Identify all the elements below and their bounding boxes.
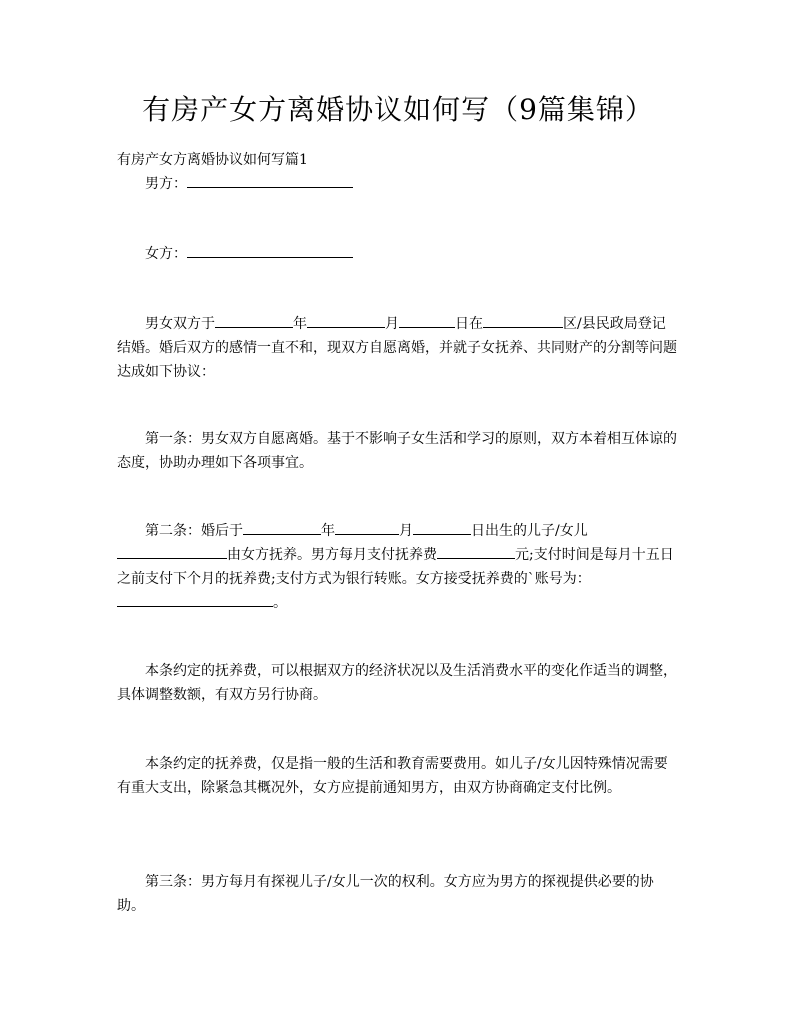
marriage-text-1: 男女双方于: [145, 316, 215, 332]
general-expense-paragraph: 本条约定的抚养费，仅是指一般的生活和教育需要费用。如儿子/女儿因特殊情况需要有重大支出，除紧急其概况外，女方应提前通知男方，由双方协商确定支付比例。: [117, 756, 668, 796]
document-title: 有房产女方离婚协议如何写（9篇集锦）: [142, 93, 654, 126]
blank-district: [483, 313, 563, 328]
husband-label: 男方：: [145, 176, 187, 192]
marriage-text-4: 日在: [455, 316, 483, 332]
article-2: [117, 519, 679, 615]
blank-year: [215, 313, 293, 328]
blank-month: [307, 313, 385, 328]
husband-line: [117, 172, 679, 196]
marriage-text-3: 月: [385, 316, 399, 332]
marriage-paragraph: [117, 312, 679, 384]
wife-blank: [187, 243, 353, 258]
blank-day: [399, 313, 455, 328]
blank-birth-year: [243, 520, 321, 535]
article-2-text-4: 日出生的儿子/女儿: [471, 523, 588, 539]
wife-label: 女方：: [145, 246, 187, 262]
husband-blank: [187, 173, 353, 188]
article-2-text-7: 。: [273, 595, 287, 611]
blank-account: [117, 592, 273, 607]
marriage-text-5: 区/县民政局登记结婚。婚后双方的感情一直不和，现双方自愿离婚，并就子女抚养、共同财产的分割等问题达成如下协议：: [117, 316, 677, 380]
article-2-text-1: 第二条：婚后于: [145, 523, 243, 539]
article-1: 第一条：男女双方自愿离婚。基于不影响子女生活和学习的原则，双方本着相互体谅的态度，协助办理如下各项事宜。: [117, 431, 677, 471]
blank-amount: [437, 544, 515, 559]
wife-line: [117, 242, 679, 266]
article-2-text-5: 由女方抚养。男方每月支付抚养费: [227, 547, 437, 563]
article-2-text-2: 年: [321, 523, 335, 539]
blank-child-name: [117, 544, 227, 559]
adjustment-paragraph: 本条约定的抚养费，可以根据双方的经济状况以及生活消费水平的变化作适当的调整，具体调整数额，有双方另行协商。: [117, 663, 677, 703]
blank-birth-day: [413, 520, 471, 535]
section-heading: 有房产女方离婚协议如何写篇1: [117, 152, 308, 168]
article-2-text-3: 月: [399, 523, 413, 539]
marriage-text-2: 年: [293, 316, 307, 332]
article-2-text-6: 元;支付时间是每月十五日之前支付下个月的抚养费;支付方式为银行转账。女方接受抚养费的`账号为：: [117, 547, 674, 587]
article-3: 第三条：男方每月有探视儿子/女儿一次的权利。女方应为男方的探视提供必要的协助。: [117, 874, 654, 914]
blank-birth-month: [335, 520, 399, 535]
